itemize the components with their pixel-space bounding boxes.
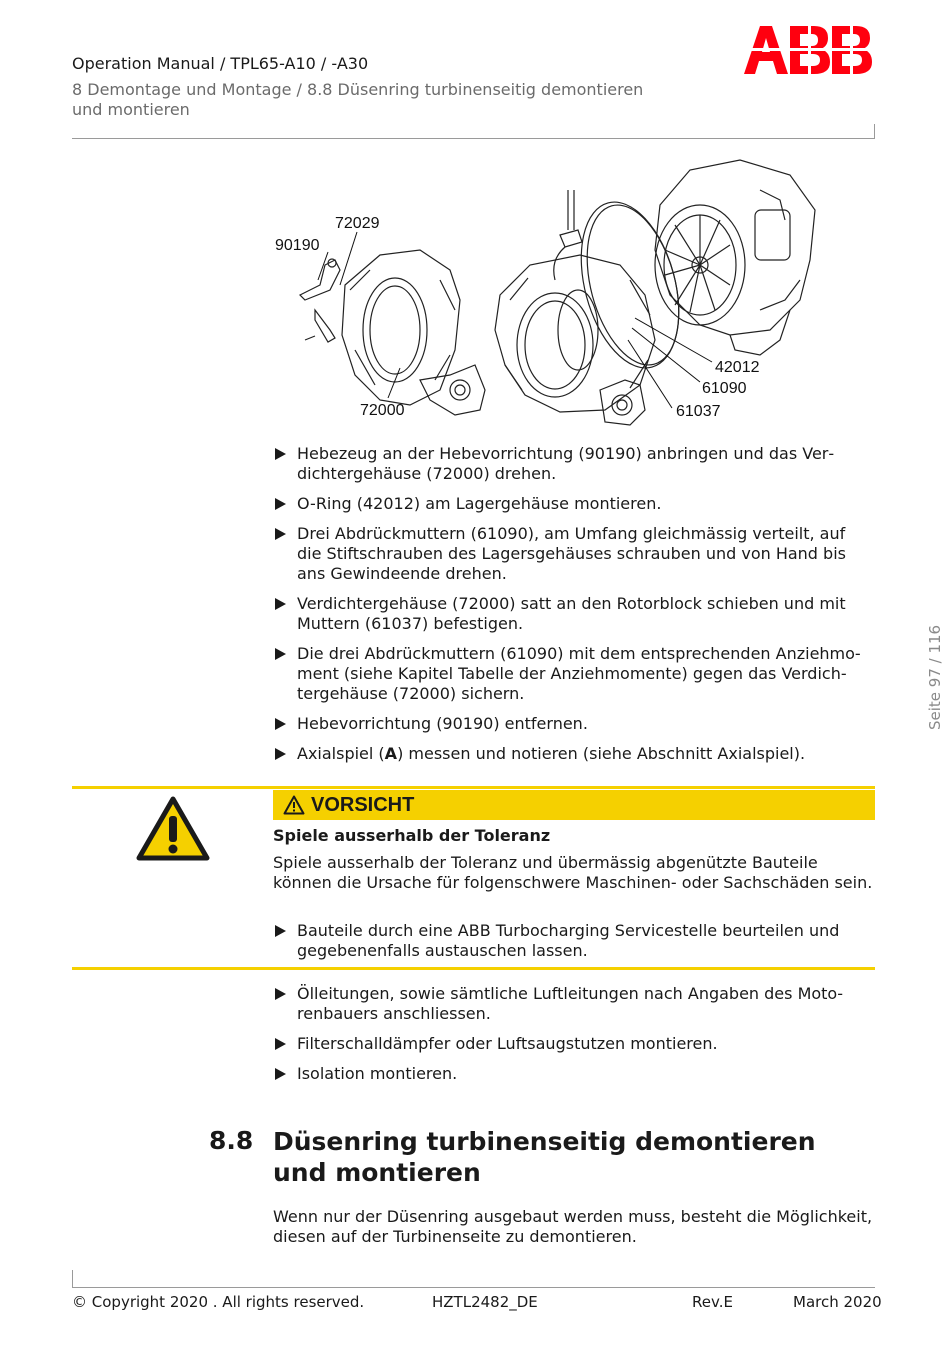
- o-ring-disk: [565, 191, 696, 379]
- list-item: Verdichtergehäuse (72000) satt an den Rotorblock schieben und mit Muttern (61037) befestigen.: [273, 594, 873, 634]
- callout-90190: 90190: [275, 237, 320, 254]
- breadcrumb: 8 Demontage und Montage / 8.8 Düsenring turbinenseitig demontieren und montieren: [72, 80, 644, 119]
- warning-text: Spiele ausserhalb der Toleranz und übermässig abgenützte Bauteile können die Ursache für folgenschwere Maschinen- oder Sachschäden sein.: [273, 853, 873, 892]
- footer-divider: [72, 1287, 875, 1288]
- lifting-device-part: [300, 259, 340, 342]
- list-item: Drei Abdrückmuttern (61090), am Umfang gleichmässig verteilt, auf die Stiftschrauben des Lagersgehäuses schrauben und von Hand bis ans Gewindeende drehen.: [273, 524, 873, 584]
- warning-action-list: [273, 921, 873, 971]
- callout-72029: 72029: [335, 215, 380, 232]
- callout-72000: 72000: [360, 402, 405, 419]
- warning-triangle-icon: [136, 796, 210, 862]
- callout-42012: 42012: [715, 359, 760, 376]
- list-item: Hebevorrichtung (90190) entfernen.: [273, 714, 873, 734]
- warning-heading: Spiele ausserhalb der Toleranz: [273, 826, 551, 845]
- arrow-icon: [275, 648, 286, 660]
- footer-date: March 2020: [793, 1293, 882, 1311]
- list-item: Bauteile durch eine ABB Turbocharging Servicestelle beurteilen und gegebenenfalls austauschen lassen.: [273, 921, 873, 961]
- figure-callouts: [275, 215, 760, 420]
- footer-copyright: © Copyright 2020 . All rights reserved.: [72, 1293, 365, 1311]
- step-list-top: [273, 444, 873, 774]
- callout-61090: 61090: [702, 380, 747, 397]
- arrow-icon: [275, 498, 286, 510]
- list-item: Isolation montieren.: [273, 1064, 873, 1084]
- arrow-icon: [275, 598, 286, 610]
- list-item: O-Ring (42012) am Lagergehäuse montieren.: [273, 494, 873, 514]
- arrow-icon: [275, 1038, 286, 1050]
- step-list-bottom: [273, 984, 873, 1094]
- arrow-icon: [275, 448, 286, 460]
- list-item: Die drei Abdrückmuttern (61090) mit dem entsprechenden Anziehmoment (siehe Kapitel Tabelle der Anziehmomente) gegen das Verdichtergehäuse (72000) sichern.: [273, 644, 873, 704]
- warning-label-bar: [273, 790, 875, 820]
- footer-divider-tick: [72, 1270, 73, 1287]
- footer-revision: Rev.E: [692, 1293, 733, 1311]
- callout-61037: 61037: [676, 403, 721, 420]
- header-divider: [72, 138, 875, 139]
- warning-label: VORSICHT: [311, 794, 415, 816]
- exploded-assembly-drawing: [260, 150, 820, 430]
- footer-doc-id: HZTL2482_DE: [432, 1293, 538, 1311]
- arrow-icon: [275, 748, 286, 760]
- manual-title: Operation Manual / TPL65-A10 / -A30: [72, 54, 369, 73]
- arrow-icon: [275, 988, 286, 1000]
- compressor-housing-left: [342, 250, 485, 415]
- list-item-axial: Axialspiel (A) messen und notieren (siehe Abschnitt Axialspiel).: [273, 744, 873, 764]
- list-item: Hebezeug an der Hebevorrichtung (90190) anbringen und das Verdichtergehäuse (72000) drehen.: [273, 444, 873, 484]
- list-item: Filterschalldämpfer oder Luftsaugstutzen montieren.: [273, 1034, 873, 1054]
- callout-leaders: [318, 232, 712, 408]
- arrow-icon: [275, 925, 286, 937]
- small-warning-icon: [283, 795, 305, 815]
- abb-logo: [742, 24, 876, 76]
- warning-bottom-rule: [72, 967, 875, 970]
- compressor-housing-middle: [495, 255, 655, 425]
- header-divider-tick: [874, 124, 875, 139]
- arrow-icon: [275, 718, 286, 730]
- section-text: Wenn nur der Düsenring ausgebaut werden muss, besteht die Möglichkeit, diesen auf der Turbinenseite zu demontieren.: [273, 1207, 873, 1246]
- warning-top-rule: [72, 786, 875, 789]
- lifting-chain: [554, 190, 582, 280]
- section-number: 8.8: [209, 1126, 254, 1155]
- arrow-icon: [275, 528, 286, 540]
- bearing-housing-impeller: [655, 160, 815, 355]
- page-number-side: Seite 97 / 116: [926, 624, 944, 730]
- section-title: Düsenring turbinenseitig demontieren und montieren: [273, 1127, 816, 1187]
- arrow-icon: [275, 1068, 286, 1080]
- list-item: Ölleitungen, sowie sämtliche Luftleitungen nach Angaben des Motorenbauers anschliessen.: [273, 984, 873, 1024]
